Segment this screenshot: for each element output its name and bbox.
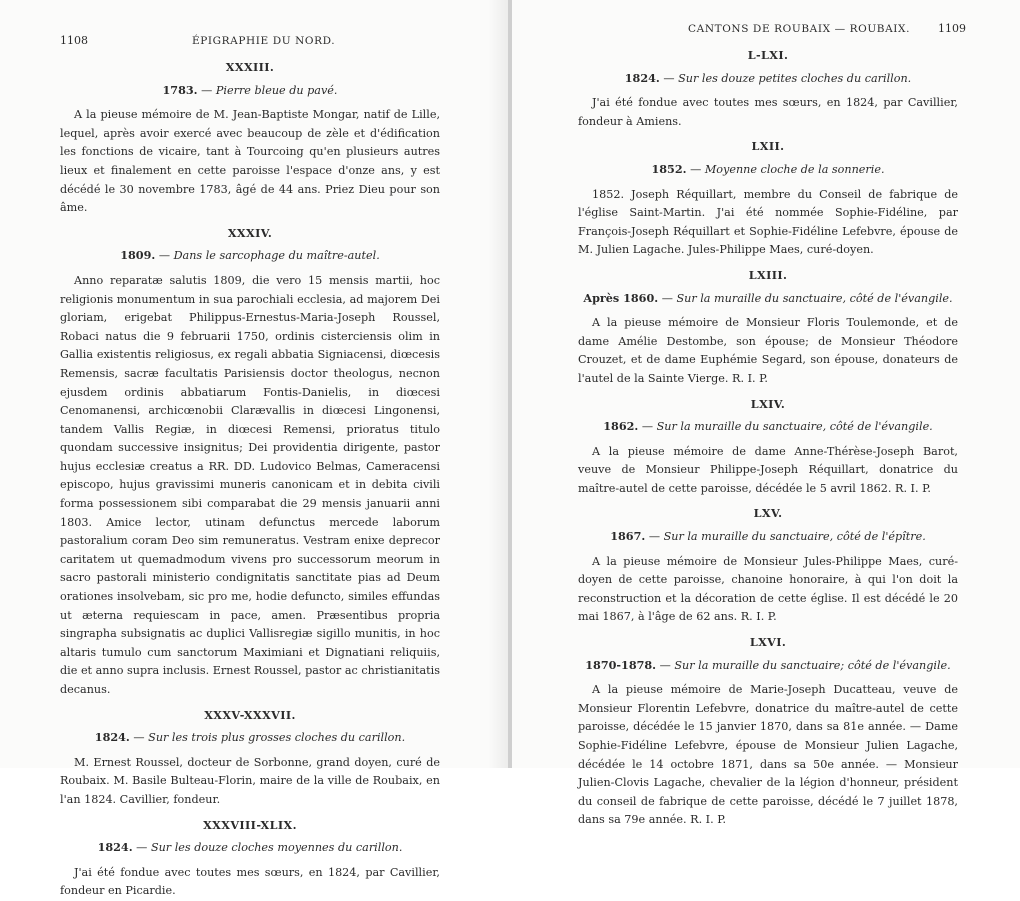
section-title: 1783. — Pierre bleue du pavé.: [162, 82, 338, 97]
section-number: L-LXI.: [747, 48, 789, 62]
section-title: 1870-1878. — Sur la muraille du sanctuaire; côté de l'évangile.: [585, 657, 951, 672]
section-date: 1862.: [603, 419, 639, 434]
left-page-number: 1108: [60, 34, 88, 47]
section-title: Après 1860. — Sur la muraille du sanctuaire, côté de l'évangile.: [583, 290, 953, 305]
section-number: LXV.: [753, 506, 783, 521]
section-number: LXII.: [751, 139, 785, 154]
left-running-head: [60, 32, 440, 52]
inscription-text: A la pieuse mémoire de M. Jean-Baptiste Mongar, natif de Lille, lequel, après avoir exercé avec beaucoup de zèle et d'édification les fonctions de vicaire, tant à Tourcoing qu'en plusieurs autres lieux et finalement en cette paroisse l'espace d'onze ans, y est décédé le 30 novembre 1783, âgé de 44 ans. Priez Dieu pour son âme.: [60, 108, 440, 215]
right-running-title: CANTONS DE ROUBAIX — ROUBAIX.: [688, 23, 911, 35]
section-description: Sur les douze petites cloches du carillon.: [678, 71, 912, 85]
inscription-section: [60, 58, 440, 218]
inscription-section: [578, 395, 958, 499]
section-date: Après 1860.: [583, 290, 659, 305]
inscription-text: A la pieuse mémoire de Marie-Joseph Ducatteau, veuve de Monsieur Florentin Lefebvre, donatrice du maître-autel de cette paroisse, décédée le 15 janvier 1870, dans sa 81e année. — Dame Sophie-Fidéline Lefebvre, épouse de Monsieur Julien Lagache, décédée le 14 octobre 1871, dans sa 50e année. — Monsieur Julien-Clovis Lagache, chevalier de la légion d'honneur, président du conseil de fabrique de cette paroisse, décédé le 7 juillet 1878, dans sa 79e année. R. I. P.: [578, 683, 958, 827]
section-title: 1824. — Sur les trois plus grosses cloches du carillon.: [94, 730, 406, 745]
section-number: LXIII.: [748, 267, 788, 282]
inscription-section: [578, 137, 958, 260]
section-date: 1809.: [120, 248, 156, 263]
section-date: 1824.: [97, 840, 133, 855]
section-description: Sur les douze cloches moyennes du carillon.: [150, 841, 403, 855]
inscription-text: J'ai été fondue avec toutes mes sœurs, en 1824, par Cavillier, fondeur en Picardie.: [60, 865, 440, 898]
section-number: XXXVIII-XLIX.: [203, 817, 297, 832]
inscription-text: J'ai été fondue avec toutes mes sœurs, en 1824, par Cavillier, fondeur à Amiens.: [578, 96, 958, 128]
inscription-text: 1852. Joseph Réquillart, membre du Conseil de fabrique de l'église Saint-Martin. J'ai été nommée Sophie-Fidéline, par François-Joseph Réquillart et Sophie-Fidéline Lefebvre, épouse de M. Julien Lagache. Jules-Philippe Maes, curé-doyen.: [578, 187, 958, 257]
section-title: 1824. — Sur les douze cloches moyennes du carillon.: [97, 840, 403, 855]
section-title: 1852. — Moyenne cloche de la sonnerie.: [651, 161, 885, 176]
section-number: XXXIV.: [227, 225, 273, 240]
section-title: 1809. — Dans le sarcophage du maître-autel.: [120, 248, 380, 263]
left-page: [0, 0, 508, 898]
inscription-text: A la pieuse mémoire de Monsieur Jules-Philippe Maes, curé-doyen de cette paroisse, chanoine honoraire, à qui l'on doit la reconstruction et la décoration de cette église. Il est décédé le 20 mai 1867, à l'âge de 62 ans. R. I. P.: [578, 554, 958, 624]
right-page-number: 1109: [938, 22, 966, 35]
left-page-text-column: [60, 32, 440, 901]
section-date: 1867.: [610, 529, 646, 544]
left-running-title: ÉPIGRAPHIE DU NORD.: [192, 35, 336, 47]
inscription-section: [578, 504, 958, 627]
inscription-section: [60, 816, 440, 901]
inscription-section: [578, 266, 958, 389]
right-page: [512, 0, 1020, 827]
right-running-head: [578, 20, 966, 40]
section-description: Moyenne cloche de la sonnerie.: [704, 162, 885, 176]
section-date: 1783.: [162, 82, 198, 97]
section-description: Sur la muraille du sanctuaire, côté de l'évangile.: [676, 291, 953, 305]
section-description: Sur les trois plus grosses cloches du carillon.: [148, 731, 406, 745]
section-description: Sur la muraille du sanctuaire, côté de l'évangile.: [656, 420, 933, 434]
section-description: Pierre bleue du pavé.: [215, 83, 338, 97]
section-number: LXIV.: [750, 396, 786, 411]
inscription-text: A la pieuse mémoire de Monsieur Floris Toulemonde, et de dame Amélie Destombe, son épouse; de Monsieur Théodore Crouzet, et de dame Euphémie Segard, son épouse, donateurs de l'autel de la Sainte Vierge. R. I. P.: [578, 316, 958, 385]
inscription-section: [578, 633, 958, 830]
inscription-text: Anno reparatæ salutis 1809, die vero 15 mensis martii, hoc religionis monumentum in sua parochiali ecclesia, ad majorem Dei gloriam, erigebat Philippus-Ernestus-Maria-Joseph Roussel, Robaci natus die 9 februarii 1750, ordinis cisterciensis olim in Gallia existentis religiosus, ex regali abbatia Signiacensi, diœcesis Remensis, sacræ facultatis Parisiensis doctor theologus, necnon ejusdem ordinis abbatiarum Fontis-Danielis, in diœcesi Cenomanensi, archicœnobii Clarævallis in diœcesi Lingonensi, tandem Vallis Regiæ, in diœcesi Remensi, prioratus titulo quondam successive insignitus; Dei providentia dirigente, pastor hujus ecclesiæ creatus a RR. DD. Ludovico Belmas, Cameracensi episcopo, hujus gravissimi muneris canonicam et in debita civili forma possessionem sibi comparabat die 29 mensis januarii anni 1803. Amice lector, utinam defunctus mercede laborum pastoralium coram Deo sim remuneratus. Vestram enixe deprecor caritatem ut quemadmodum vivens pro successorum meorum in sacro pastorali ministerio condignitatis sanctitate pias ad Deum orationes insolvebam, sic pro me, hodie defuncto, similes effundas ut æterna requiescam in pace, amen. Præsentibus propria singrapha subsignatis ac duplici Vallisregiæ sigillo munitis, in hoc altaris tumulo cum sanctorum Maximiani et Dignatiani reliquiis, die et anno supra inclusis. Ernest Roussel, pastor ac christianitatis decanus.: [60, 273, 440, 696]
inscription-section: [60, 224, 440, 700]
section-title: 1824. — Sur les douze petites cloches du carillon.: [624, 70, 912, 85]
section-date: 1824.: [624, 70, 660, 85]
section-number: XXXIII.: [225, 60, 275, 74]
inscription-text: A la pieuse mémoire de dame Anne-Thérèse-Joseph Barot, veuve de Monsieur Philippe-Joseph Réquillart, donatrice du maître-autel de cette paroisse, décédée le 5 avril 1862. R. I. P.: [578, 444, 958, 495]
gutter-shadow: [488, 0, 508, 768]
inscription-text: M. Ernest Roussel, docteur de Sorbonne, grand doyen, curé de Roubaix. M. Basile Bulteau-Florin, maire de la ville de Roubaix, en l'an 1824. Cavillier, fondeur.: [60, 755, 440, 806]
right-page-text-column: [578, 20, 966, 830]
inscription-section: [60, 706, 440, 810]
section-description: Sur la muraille du sanctuaire, côté de l'épître.: [663, 530, 926, 544]
section-description: Sur la muraille du sanctuaire; côté de l'évangile.: [674, 658, 951, 672]
inscription-section: [578, 46, 958, 131]
section-date: 1870-1878.: [585, 657, 657, 672]
section-number: LXVI.: [749, 635, 787, 650]
section-date: 1824.: [94, 730, 130, 745]
section-description: Dans le sarcophage du maître-autel.: [173, 249, 380, 263]
section-title: 1862. — Sur la muraille du sanctuaire, côté de l'évangile.: [603, 419, 933, 434]
section-title: 1867. — Sur la muraille du sanctuaire, côté de l'épître.: [610, 529, 926, 544]
section-number: XXXV-XXXVII.: [204, 707, 296, 722]
section-date: 1852.: [651, 161, 687, 176]
